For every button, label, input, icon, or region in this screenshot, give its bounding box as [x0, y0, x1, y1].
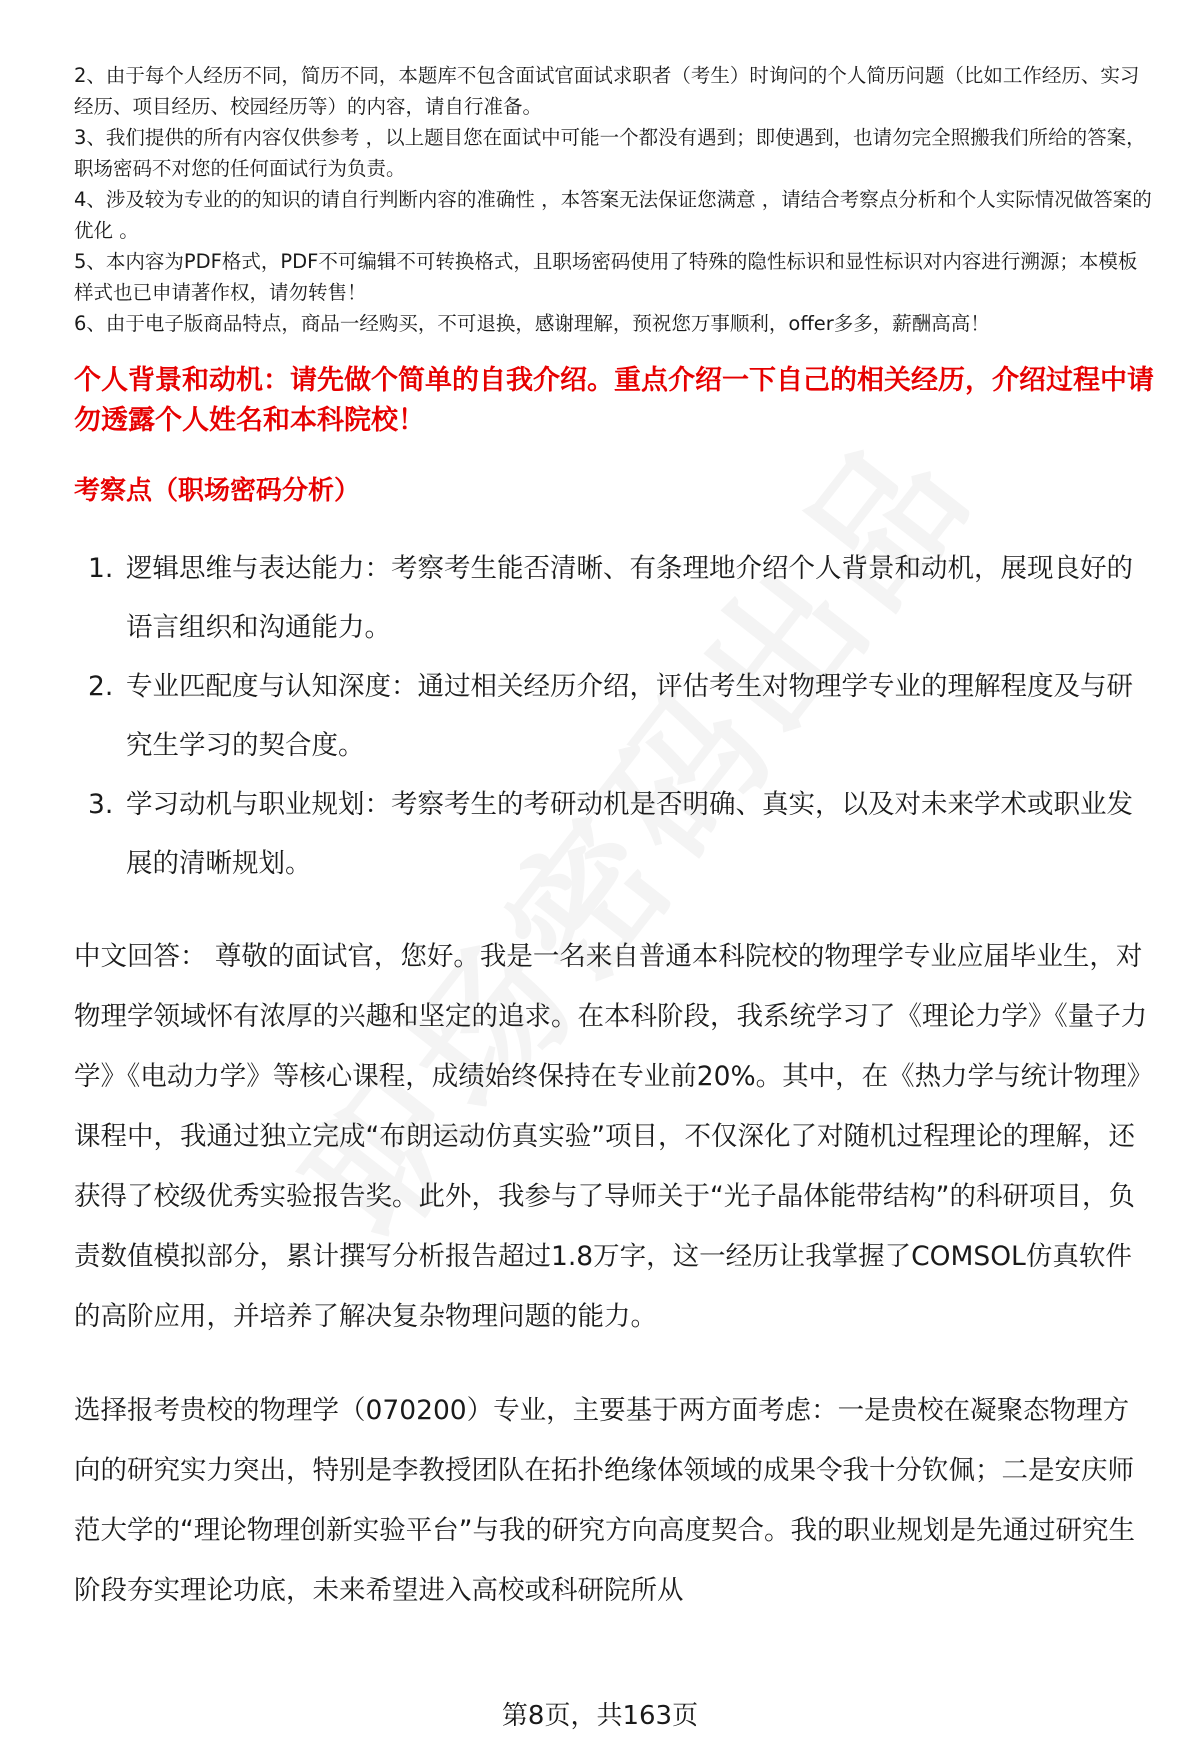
analysis-title: 考察点（职场密码分析）	[74, 476, 361, 506]
answer-paragraph: 中文回答： 尊敬的面试官，您好。我是一名来自普通本科院校的物理学专业应届毕业生，对物理学领域怀有浓厚的兴趣和坚定的追求。在本科阶段，我系统学习了《理论力学》《量子力学》《电动力学》等核心课程，成绩始终保持在专业前20%。其中，在《热力学与统计物理》课程中，我通过独立完成“布朗运动仿真实验”项目，不仅深化了对随机过程理论的理解，还获得了校级优秀实验报告奖。此外，我参与了导师关于“光子晶体能带结构”的科研项目，负责数值模拟部分，累计撰写分析报告超过1.8万字，这一经历让我掌握了COMSOL仿真软件的高阶应用，并培养了解决复杂物理问题的能力。	[74, 941, 1154, 1332]
point-text: 逻辑思维与表达能力：考察考生能否清晰、有条理地介绍个人背景和动机，展现良好的语言组织和沟通能力。	[126, 553, 1133, 643]
page-footer: 第8页，共163页	[501, 1701, 699, 1731]
point-text: 专业匹配度与认知深度：通过相关经历介绍，评估考生对物理学专业的理解程度及与研究生学习的契合度。	[126, 671, 1133, 761]
notes-list	[74, 60, 1154, 339]
point-text: 学习动机与职业规划：考察考生的考研动机是否明确、真实，以及对未来学术或职业发展的清晰规划。	[126, 789, 1133, 879]
note-item: 3、我们提供的所有内容仅供参考 ，以上题目您在面试中可能一个都没有遇到；即使遇到，也请勿完全照搬我们所给的答案，职场密码不对您的任何面试行为负责。	[74, 126, 1146, 180]
question-heading: 个人背景和动机：请先做个简单的自我介绍。重点介绍一下自己的相关经历，介绍过程中请勿透露个人姓名和本科院校！	[74, 365, 1154, 436]
note-item: 6、由于电子版商品特点，商品一经购买，不可退换，感谢理解，预祝您万事顺利，offer多多，薪酬高高！	[74, 312, 990, 335]
analysis-points	[74, 539, 1154, 893]
reason-paragraph: 选择报考贵校的物理学（070200）专业，主要基于两方面考虑：一是贵校在凝聚态物理方向的研究实力突出，特别是李教授团队在拓扑绝缘体领域的成果令我十分钦佩；二是安庆师范大学的“理论物理创新实验平台”与我的研究方向高度契合。我的职业规划是先通过研究生阶段夯实理论功底，未来希望进入高校或科研院所从	[74, 1395, 1135, 1606]
point-number: 1.	[88, 553, 114, 584]
note-item: 4、涉及较为专业的的知识的请自行判断内容的准确性 ，本答案无法保证您满意 ，请结合考察点分析和个人实际情况做答案的优化 。	[74, 188, 1152, 242]
document-page	[74, 60, 1154, 1621]
analysis-point	[74, 657, 1154, 775]
point-number: 3.	[88, 789, 114, 820]
analysis-point	[74, 775, 1154, 893]
analysis-point	[74, 539, 1154, 657]
note-item: 5、本内容为PDF格式，PDF不可编辑不可转换格式，且职场密码使用了特殊的隐性标识和显性标识对内容进行溯源；本模板样式也已申请著作权，请勿转售！	[74, 250, 1138, 304]
note-item: 2、由于每个人经历不同，简历不同，本题库不包含面试官面试求职者（考生）时询问的个人简历问题（比如工作经历、实习经历、项目经历、校园经历等）的内容，请自行准备。	[74, 64, 1140, 118]
point-number: 2.	[88, 671, 114, 702]
